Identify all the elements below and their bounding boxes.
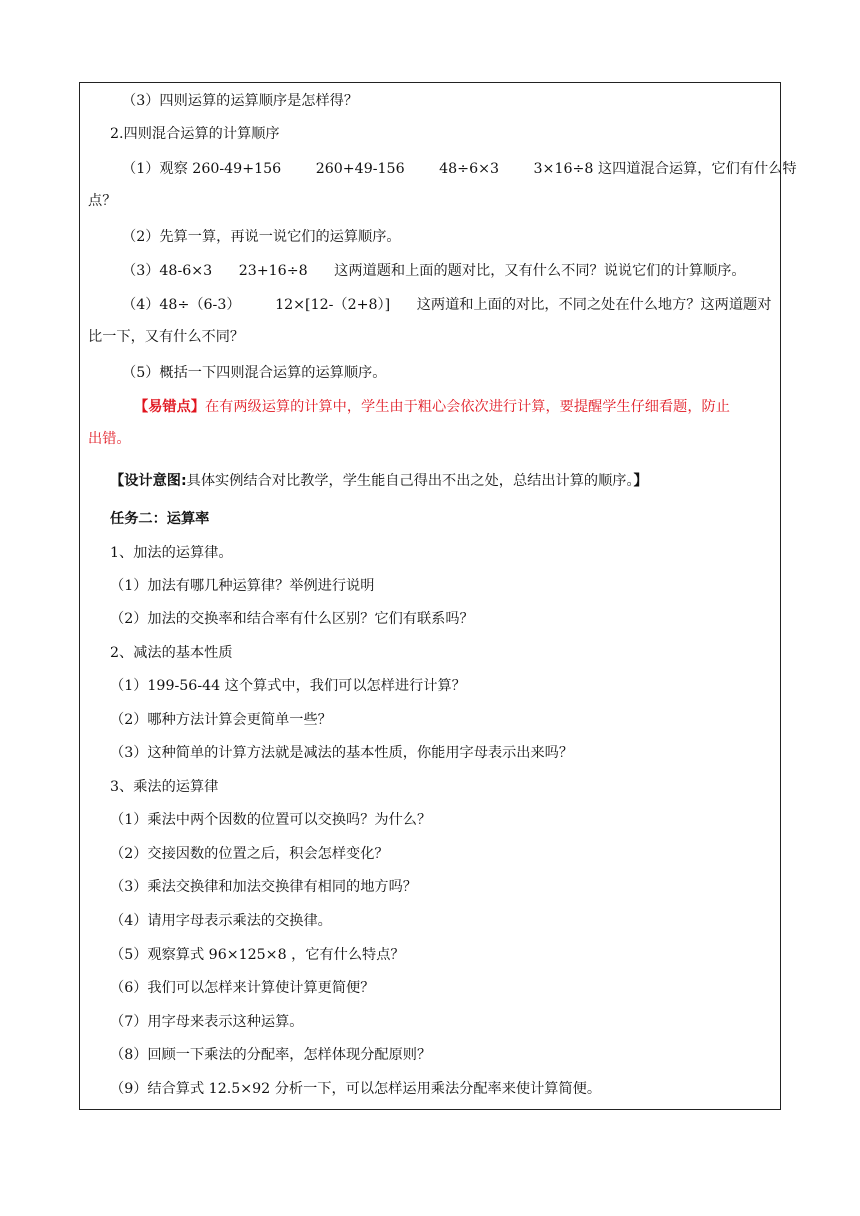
question-line xyxy=(110,576,374,596)
question-line xyxy=(110,676,466,696)
question-line-cont xyxy=(88,327,244,347)
design-intent-text: 具体实例结合对比教学，学生能自己得出不出之处，总结出计算的顺序。 xyxy=(186,473,634,489)
question-line xyxy=(110,1045,431,1065)
design-intent-end: 】 xyxy=(633,473,648,489)
design-intent xyxy=(110,471,648,491)
text: （4）48÷（6-3） xyxy=(122,297,241,313)
question-line xyxy=(122,227,401,247)
text: 任务二：运算率 xyxy=(110,511,210,527)
text: 2、减法的基本性质 xyxy=(110,645,233,661)
question-line xyxy=(110,743,573,763)
question-line xyxy=(110,911,332,931)
subsection-heading xyxy=(110,543,233,563)
question-line-cont xyxy=(88,191,116,211)
text: 1、加法的运算律。 xyxy=(110,545,233,561)
text: （3）乘法交换律和加法交换律有相同的地方吗？ xyxy=(110,879,417,895)
content-table-cell xyxy=(79,82,797,1110)
text: （2）先算一算，再说一说它们的运算顺序。 xyxy=(122,229,401,245)
text: （1）乘法中两个因数的位置可以交换吗？为什么？ xyxy=(110,812,432,828)
question-line xyxy=(122,363,386,383)
text: （1）加法有哪几种运算律？举例进行说明 xyxy=(110,578,375,594)
text: （4）请用字母表示乘法的交换律。 xyxy=(110,913,332,929)
text: 点？ xyxy=(88,193,117,209)
text: 3×16÷8 这四道混合运算，它们有什么特 xyxy=(533,161,797,177)
text: 23+16÷8 xyxy=(238,263,308,279)
text: （6）我们可以怎样来计算使计算更简便？ xyxy=(110,980,375,996)
question-line xyxy=(110,877,417,897)
question-line xyxy=(110,810,431,830)
subsection-heading xyxy=(110,643,233,663)
question-line xyxy=(122,295,771,315)
question-line xyxy=(110,1079,601,1099)
subsection-heading xyxy=(110,777,218,797)
text: （2）哪种方法计算会更简单一些？ xyxy=(110,712,332,728)
text: 这两道题和上面的题对比，又有什么不同？说说它们的计算顺序。 xyxy=(334,263,746,279)
question-line xyxy=(110,844,389,864)
text: （2）加法的交换率和结合率有什么区别？它们有联系吗？ xyxy=(110,611,474,627)
text: （5）观察算式 96×125×8 ，它有什么特点？ xyxy=(110,947,405,963)
text: 48÷6×3 xyxy=(439,161,500,177)
text: 出错。 xyxy=(88,431,131,447)
text: 3、乘法的运算律 xyxy=(110,779,219,795)
text: （8）回顾一下乘法的分配率，怎样体现分配原则？ xyxy=(110,1047,432,1063)
section-heading xyxy=(110,124,280,144)
text: 12×[12-（2+8）] xyxy=(275,297,391,313)
text: （7）用字母来表示这种运算。 xyxy=(110,1014,304,1030)
error-prone-note-cont xyxy=(88,429,131,449)
question-line xyxy=(122,159,797,179)
question-line xyxy=(110,978,374,998)
text: （3）四则运算的运算顺序是怎样得？ xyxy=(122,93,359,109)
text: （3）这种简单的计算方法就是减法的基本性质，你能用字母表示出来吗？ xyxy=(110,745,574,761)
text: （2）交接因数的位置之后，积会怎样变化？ xyxy=(110,846,389,862)
task-heading xyxy=(110,509,209,529)
text: （1）观察 260-49+156 xyxy=(122,161,282,177)
question-line xyxy=(110,609,474,629)
question-line xyxy=(110,1012,303,1032)
question-line xyxy=(110,710,332,730)
text: 比一下，又有什么不同？ xyxy=(88,329,245,345)
text: （9）结合算式 12.5×92 分析一下，可以怎样运用乘法分配率来使计算简便。 xyxy=(110,1081,602,1097)
error-prone-note xyxy=(134,397,730,417)
text: 260+49-156 xyxy=(315,161,405,177)
question-line xyxy=(122,261,746,281)
error-prone-text: 在有两级运算的计算中，学生由于粗心会依次进行计算，要提醒学生仔细看题，防止 xyxy=(204,399,730,415)
text: （1）199-56-44 这个算式中，我们可以怎样进行计算？ xyxy=(110,678,466,694)
design-intent-label: 【设计意图: xyxy=(110,473,187,489)
question-line xyxy=(110,945,405,965)
text: （3）48-6×3 xyxy=(122,263,213,279)
text: 2.四则混合运算的计算顺序 xyxy=(110,126,280,142)
text: 这两道和上面的对比，不同之处在什么地方？这两道题对 xyxy=(416,297,772,313)
question-line xyxy=(122,91,358,111)
text: （5）概括一下四则混合运算的运算顺序。 xyxy=(122,365,387,381)
error-prone-label: 【易错点】 xyxy=(134,399,205,415)
